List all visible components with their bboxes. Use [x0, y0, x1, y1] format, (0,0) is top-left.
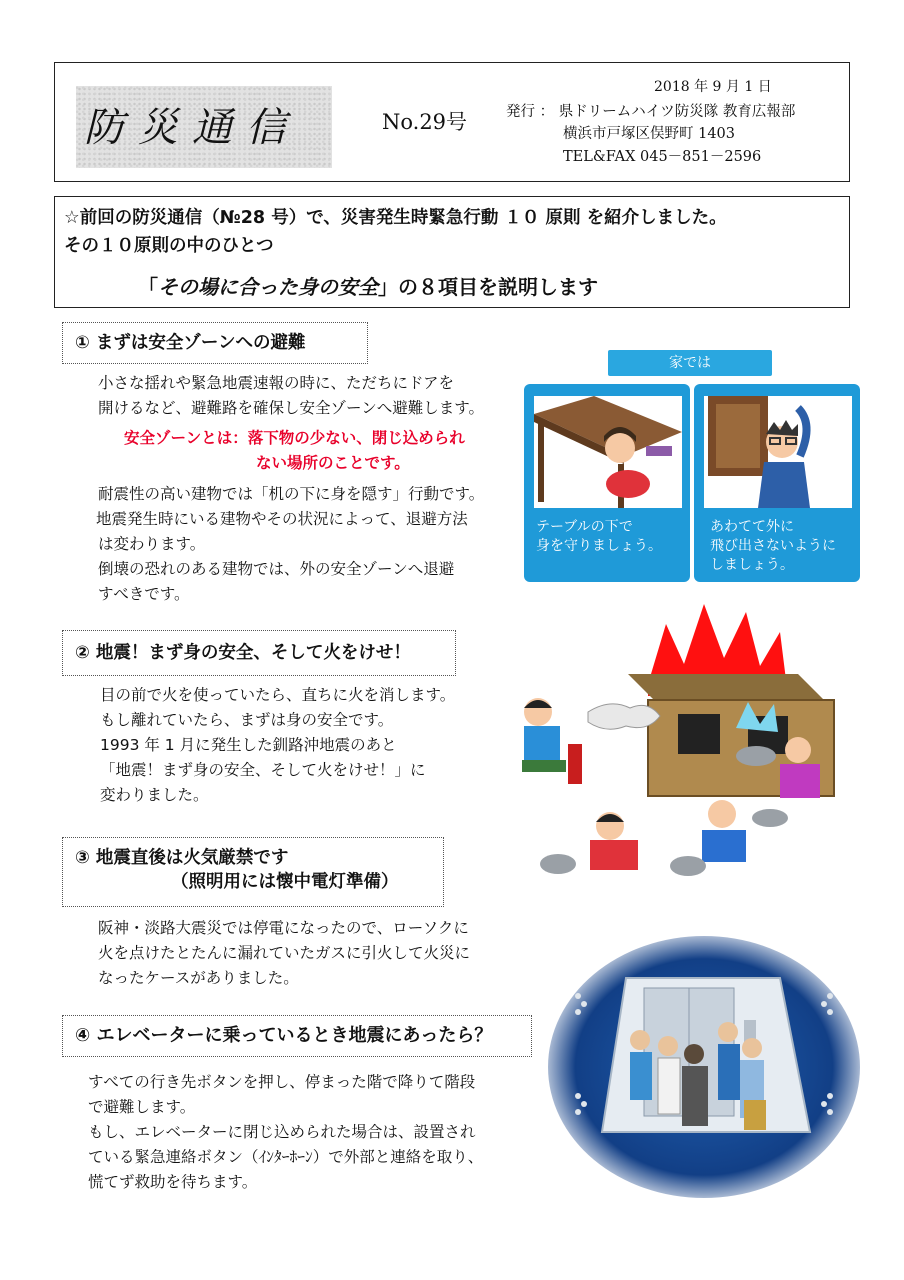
section-4-heading: ④ エレベーターに乗っているとき地震にあったら？: [62, 1015, 532, 1057]
section-2-body: [100, 683, 455, 808]
publisher-address: 横浜市戸塚区俣野町 1403: [563, 126, 736, 142]
intro-quote-close: 」の８項目を説明します: [378, 275, 598, 299]
table-caption-line: テーブルの下で: [536, 519, 633, 535]
home-label: 家では: [608, 350, 772, 376]
section-4-line: で避難します。: [88, 1098, 196, 1116]
section-2-line: もし離れていたら、まずは身の安全です。: [100, 711, 394, 729]
issue-date: 2018 年 9 月 1 日: [654, 79, 772, 95]
section-1-heading: ① まずは安全ゾーンへの避難: [62, 322, 368, 364]
section-1-body: [98, 371, 484, 421]
publisher-tel: TEL&FAX 045－851－2596: [563, 149, 762, 165]
section-3-line: 阪神・淡路大震災では停電になったので、ローソクに: [98, 919, 469, 937]
safe-zone-line: ない場所のことです。: [256, 454, 410, 472]
newsletter-title: 防災通信: [84, 105, 300, 151]
safe-zone-line: 安全ゾーンとは：落下物の少ない、閉じ込められ: [124, 429, 465, 447]
section-4-line: 慌てず救助を待ちます。: [88, 1173, 258, 1191]
section-2-line: 「地震！まず身の安全、そして火をけせ！」に: [100, 761, 426, 779]
section-3-body: [98, 916, 470, 991]
elevator-illustration: [548, 936, 860, 1198]
section-3-title: ③ 地震直後は火気厳禁です: [75, 848, 289, 868]
section-4-line: ている緊急連絡ボタン（ｲﾝﾀｰﾎｰﾝ）で外部と連絡を取り、: [88, 1148, 484, 1166]
door-caption: [710, 518, 836, 575]
door-caption-line: 飛び出さないように: [710, 538, 836, 554]
publisher: 発行 ： 県ドリームハイツ防災隊 教育広報部: [506, 104, 796, 120]
section-3-heading: [62, 837, 444, 907]
section-2-line: 変わりました。: [100, 786, 209, 804]
issue-number: No.29号: [382, 110, 468, 134]
section-3-subtitle: （照明用には懐中電灯準備）: [171, 872, 399, 892]
section-4-body: [88, 1070, 483, 1195]
door-caption-line: あわてて外に: [710, 519, 794, 535]
intro-line-2: その１０原則の中のひとつ: [64, 236, 274, 256]
section-1-line: 小さな揺れや緊急地震速報の時に、ただちにドアを: [98, 374, 455, 392]
section-3-line: 火を点けたとたんに漏れていたガスに引火して火災に: [98, 944, 471, 962]
section-1-line: すべきです。: [98, 585, 190, 603]
section-1-line: 耐震性の高い建物では「机の下に身を隠す」行動です。: [98, 485, 485, 503]
section-1-line: は変わります。: [98, 535, 206, 553]
intro-line-1: ☆前回の防災通信（№28 号）で、災害発生時緊急行動 １０ 原則 を紹介しました。: [64, 208, 727, 228]
table-illustration-panel: [524, 384, 690, 582]
table-caption-line: 身を守りましょう。: [536, 538, 662, 554]
section-4-line: もし、エレベーターに閉じ込められた場合は、設置され: [88, 1123, 476, 1141]
section-1-body-after: [98, 482, 484, 607]
fire-extinguishing-illustration: [498, 604, 848, 894]
section-2-line: 目の前で火を使っていたら、直ちに火を消します。: [100, 686, 456, 704]
section-3-line: なったケースがありました。: [98, 969, 299, 987]
section-1-line: 開けるなど、避難路を確保し安全ゾーンへ避難します。: [98, 399, 484, 417]
door-caption-line: しましょう。: [710, 557, 794, 573]
section-2-line: 1993 年 1 月に発生した釧路沖地震のあと: [100, 736, 397, 754]
section-1-line: 地震発生時にいる建物やその状況によって、退避方法: [96, 510, 468, 528]
section-1-line: 倒壊の恐れのある建物では、外の安全ゾーンへ退避: [98, 560, 455, 578]
safe-zone-definition: [124, 426, 465, 476]
intro-quote-open: 「: [138, 275, 158, 299]
intro-line-3: [138, 271, 598, 300]
section-4-line: すべての行き先ボタンを押し、停まった階で降りて階段: [88, 1073, 476, 1091]
table-caption: [536, 518, 662, 556]
section-2-heading: ② 地震！まず身の安全、そして火をけせ！: [62, 630, 456, 676]
intro-emphasis: その場に合った身の安全: [158, 275, 378, 299]
door-illustration-panel: [694, 384, 860, 582]
